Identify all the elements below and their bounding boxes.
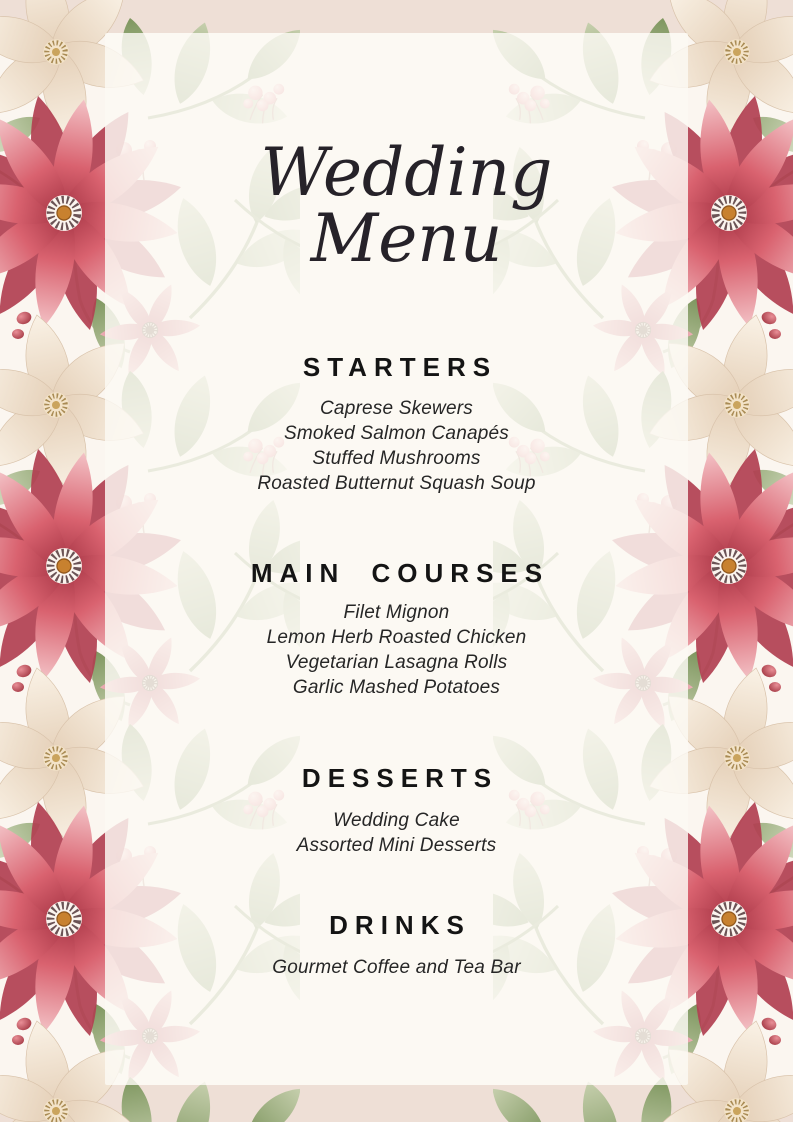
page-title bbox=[115, 134, 698, 277]
menu-item: Assorted Mini Desserts bbox=[296, 835, 497, 856]
section-items-desserts bbox=[105, 808, 688, 858]
menu-item: Garlic Mashed Potatoes bbox=[292, 677, 501, 698]
menu-item: Vegetarian Lasagna Rolls bbox=[285, 652, 508, 673]
menu-item: Caprese Skewers bbox=[320, 398, 473, 419]
section-items-starters bbox=[105, 396, 688, 496]
section-heading-desserts: DESSERTS bbox=[301, 763, 499, 793]
menu-item: Filet Mignon bbox=[343, 602, 450, 623]
menu-item: Gourmet Coffee and Tea Bar bbox=[272, 957, 521, 978]
page-title-line1: Wedding bbox=[260, 134, 553, 211]
section-heading-starters: STARTERS bbox=[302, 352, 498, 382]
menu-item: Roasted Butternut Squash Soup bbox=[257, 473, 536, 494]
section-items-drinks bbox=[105, 955, 688, 980]
section-items-main-courses bbox=[105, 600, 688, 700]
section-heading-drinks: DRINKS bbox=[329, 910, 471, 940]
menu-item: Lemon Herb Roasted Chicken bbox=[266, 627, 527, 648]
menu-item: Stuffed Mushrooms bbox=[312, 448, 481, 469]
menu-item: Wedding Cake bbox=[333, 810, 460, 831]
section-heading-main-courses: MAIN COURSES bbox=[250, 558, 550, 588]
menu-item: Smoked Salmon Canapés bbox=[284, 423, 509, 444]
page-title-line2: Menu bbox=[310, 200, 503, 277]
